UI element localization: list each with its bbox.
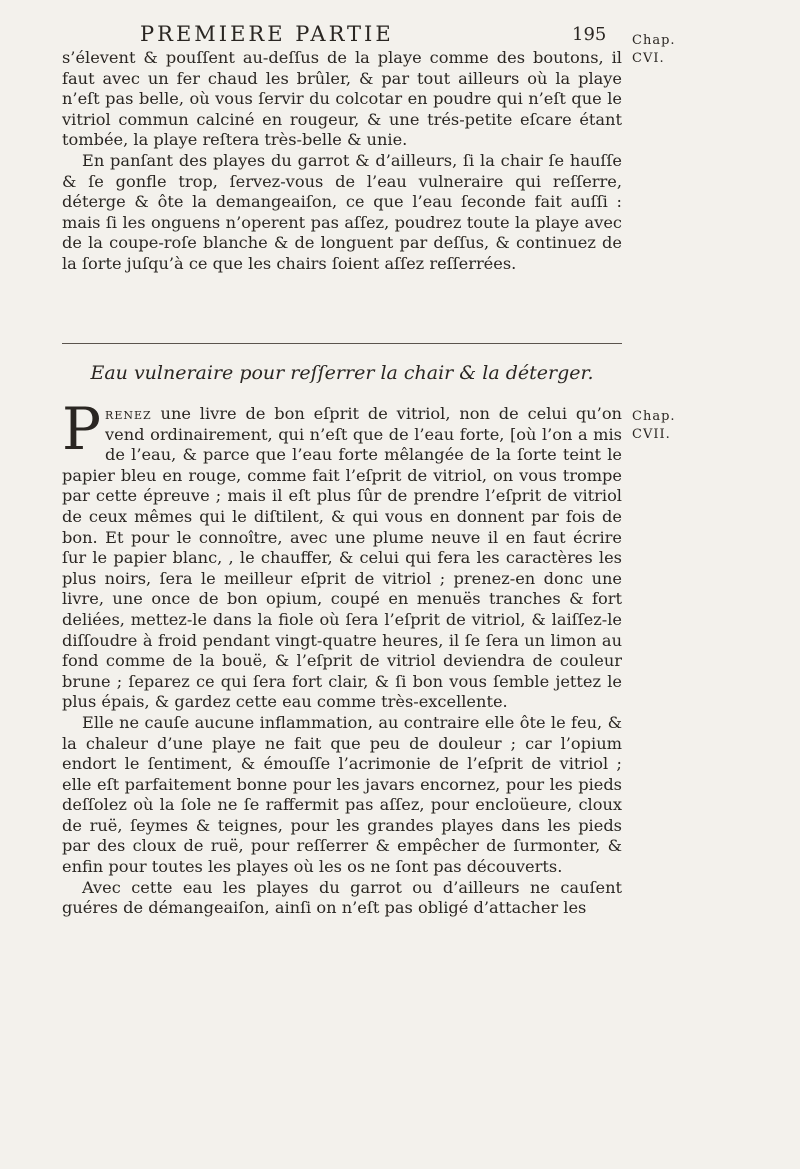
margin-note-line: Chap. [632, 409, 676, 424]
page-number: 195 [572, 24, 607, 45]
top-text-block [62, 48, 622, 275]
running-head: PREMIERE PARTIE [140, 22, 394, 46]
margin-note-line: Chap. [632, 33, 676, 48]
section-text-block [62, 395, 622, 919]
paragraph: En panſant des playes du garrot & d’ailleurs, ſi la chair ſe hauſſe & ſe gonfle trop, ſervez-vous de l’eau vulneraire qui reſſerre, déterge & ôte la demangeaiſon, ce que l’eau ſeconde fait auſſi : mais ſi les onguens n’operent pas aſſez, poudrez toute la playe avec de la coupe-roſe blanche & de longuent par deſſus, & continuez de la ſorte juſqu’à ce que les chairs ſoient aſſez reſſerrées. [62, 150, 622, 273]
paragraph: s’élevent & pouſſent au-deſſus de la playe comme des boutons, il faut avec un fer chaud les brûler, & par tout ailleurs où la playe n’eſt pas belle, où vous ſervir du colcotar en poudre qui n’eſt que le vitriol commun calciné en rougeur, & une trés-petite eſcare étant tombée, la playe reſtera très-belle & unie. [62, 48, 622, 150]
paragraph: Avec cette eau les playes du garrot ou d’ailleurs ne cauſent guéres de démangeaiſon, ainſi on n’eſt pas obligé d’attacher les [62, 877, 622, 918]
margin-note-line: CVI. [632, 51, 665, 66]
drop-cap: P [62, 395, 102, 463]
margin-note-line: CVII. [632, 427, 671, 442]
paragraph-text: une livre de bon eſprit de vitriol, non de celui qu’on vend ordinairement, qui n’eſt que de l’eau forte, [où l’on a mis de l’eau, & parce que l’eau forte mêlangée de la ſorte teint le papier bleu en rouge, comme fait l’eſprit de vitriol, on vous trompe par cette épreuve ; mais il eſt plus ſûr de prendre l’eſprit de vitriol de ceux mêmes qui le diſtilent, & qui vous en donnent par fois de bon. Et pour le connoître, avec une plume neuve il en faut écrire ſur le papier blanc, , le chauffer, & celui qui fera les caractères les plus noirs, ſera le meilleur eſprit de vitriol ; prenez-en donc une livre, une once de bon opium, coupé en menuës tranches & fort deliées, mettez-le dans la fiole où ſera l’eſprit de vitriol, & laiſſez-le diſſoudre à froid pendant vingt-quatre heures, il ſe ſera un limon au fond comme de la bouë, & l’eſprit de vitriol deviendra de couleur brune ; ſeparez ce qui ſera fort clair, & ſi bon vous ſemble jettez le plus épais, & gardez cette eau comme très-excellente. [62, 404, 622, 712]
lead-word: renez [105, 404, 152, 423]
paragraph [62, 395, 622, 713]
margin-note-chapter-cvii [632, 408, 692, 444]
section-divider [62, 343, 622, 344]
section-title: Eau vulneraire pour reſſerrer la chair & la déterger. [90, 362, 594, 384]
margin-note-chapter-cvi [632, 32, 692, 68]
paragraph: Elle ne cauſe aucune inflammation, au contraire elle ôte le feu, & la chaleur d’une playe ne fait que peu de douleur ; car l’opium endort le ſentiment, & émouſſe l’acrimonie de l’eſprit de vitriol ; elle eſt parfaitement bonne pour les javars encornez, pour les pieds deſſolez où la ſole ne ſe raffermit pas aſſez, pour encloüeure, cloux de ruë, ſeymes & teignes, pour les grandes playes dans les pieds par des cloux de ruë, pour reſſerrer & empêcher de ſurmonter, & enfin pour toutes les playes où les os ne ſont pas découverts. [62, 712, 622, 877]
